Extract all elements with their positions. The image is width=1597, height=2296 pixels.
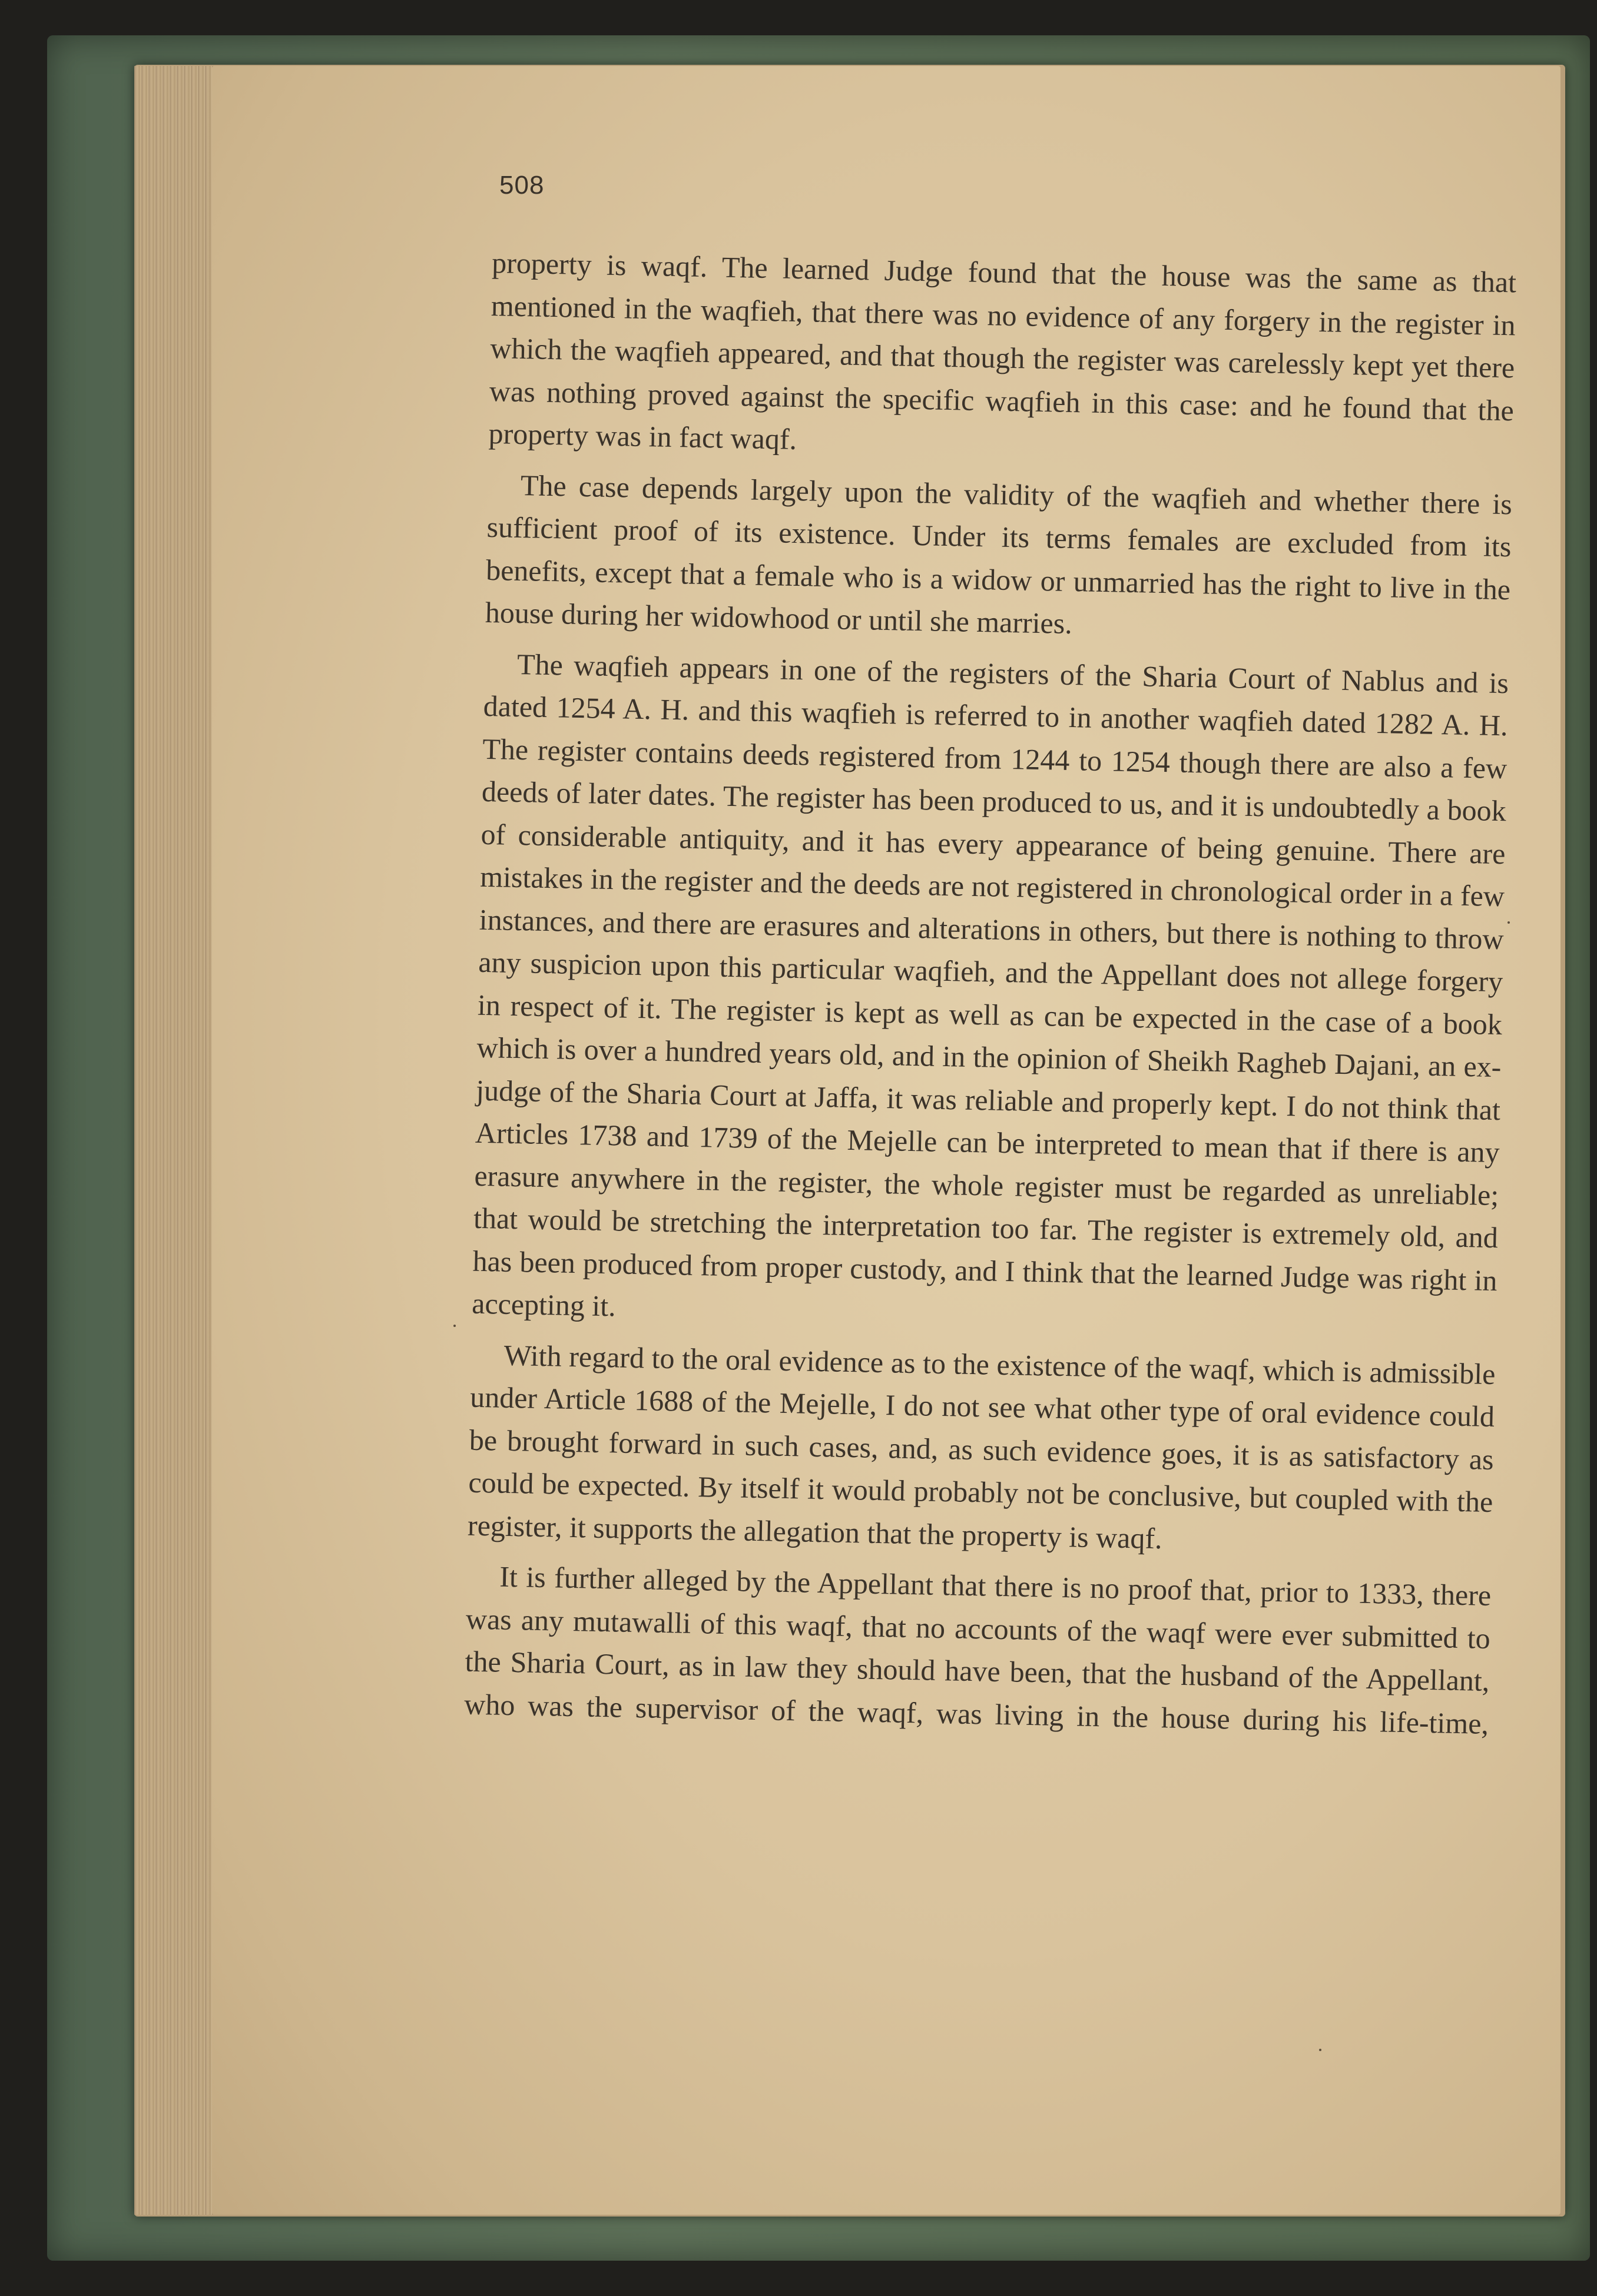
paragraph-2: The case depends largely upon the validity of the waqfieh and whether there is sufficient proof of its existence. Under its terms females are excluded from its benefits, except that a female who is a widow or unmarried has the right to live in the house during her widowhood or until she marries. <box>485 468 1513 641</box>
paragraph-5: It is further alleged by the Appellant that there is no proof that, prior to 1333, there was any mutawalli of this waqf, that no accounts of the waqf were ever submitted to the Sharia Court, as in law they should have been, that the husband of the Appellant, who was the supervisor of the waqf, was living in the house during his life-time, <box>463 1560 1492 1740</box>
paragraph-1: property is waqf. The learned Judge found that the house was the same as that mentioned in the waqfieh, that there was no evidence of any forgery in the register in which the waqfieh appeared, and that though the register was carelessly kept yet there was nothing proved against the specific waqfieh in this case: and he found that the property was in fact waqf. <box>488 245 1517 456</box>
paragraph-4: With regard to the oral evidence as to the existence of the waqf, which is admissible under Article 1688 of the Mejelle, I do not see what other type of oral evidence could be brought forward in such cases, and, as such evidence goes, it is as satisfactory as could be expected. By itself it would probably not be conclusive, but coupled with the register, it supports the allegation that the property is waqf. <box>467 1338 1496 1555</box>
page-number: 508 <box>499 171 545 200</box>
paragraph-3: The waqfieh appears in one of the registers of the Sharia Court of Nablus and is dated 1254 A. H. and this waqfieh is referred to in another waqfieh dated 1282 A. H. The register contains deeds registered from 1244 to 1254 though there are also a few deeds of later dates. The register has been produced to us, and it is undoubtedly a book of considerable antiquity, and it has every appearance of being genuine. There are mistakes in the register and the deeds are not registered in chronological order in a few instances, and there are erasures and alterations in others, but there is nothing to throw any suspicion upon this particular waqfieh, and the Appellant does not allege forgery in respect of it. The register is kept as well as can be expected in the case of a book which is over a hundred years old, and in the opinion of Sheikh Ragheb Dajani, an ex-judge of the Sharia Court at Jaffa, it was reliable and properly kept. I do not think that Articles 1738 and 1739 of the Mejelle can be interpreted to mean that if there is any erasure anywhere in the register, the whole register must be regarded as unreliable; that would be stretching the interpretation too far. The register is extremely old, and has been produced from proper custody, and I think that the learned Judge was right in accepting it. <box>471 647 1509 1323</box>
page-speck <box>1507 921 1510 924</box>
page-speck <box>453 1325 456 1327</box>
page-speck <box>1319 2049 1321 2051</box>
body-text <box>463 241 1516 1753</box>
